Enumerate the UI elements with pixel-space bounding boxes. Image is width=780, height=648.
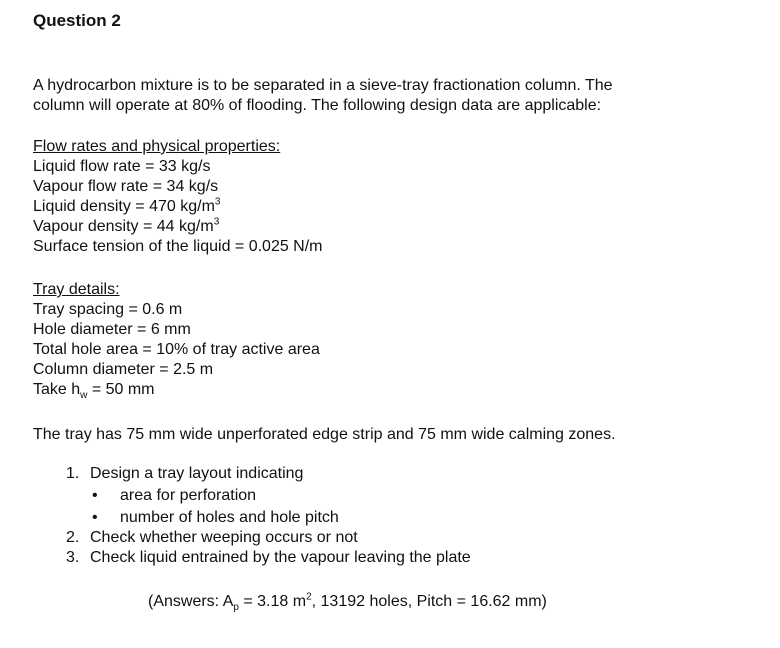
- surface-tension: Surface tension of the liquid = 0.025 N/m: [33, 238, 323, 255]
- answers-prefix: (Answers: A: [148, 593, 234, 610]
- liquid-density: [33, 197, 220, 217]
- cube-superscript: 3: [214, 196, 221, 208]
- answers-square-superscript: 2: [306, 591, 312, 603]
- bullet-item-1: [92, 486, 256, 506]
- column-diameter: Column diameter = 2.5 m: [33, 361, 214, 378]
- answers-line: [148, 592, 547, 612]
- weir-subscript: w: [80, 390, 88, 402]
- task-3-number: 3.: [66, 549, 80, 566]
- bullet-item-2-text: number of holes and hole pitch: [120, 509, 339, 526]
- weir-prefix: Take h: [33, 381, 81, 398]
- answers-ap-subscript: p: [233, 602, 239, 614]
- tray-spacing: Tray spacing = 0.6 m: [33, 301, 183, 318]
- vapour-flow-rate: Vapour flow rate = 34 kg/s: [33, 178, 219, 195]
- total-hole-area: Total hole area = 10% of tray active area: [33, 341, 320, 358]
- bullet-item-2: [92, 508, 339, 528]
- answers-mid: = 3.18 m: [238, 593, 307, 610]
- task-2-text: Check whether weeping occurs or not: [90, 529, 358, 546]
- task-1-text: Design a tray layout indicating: [90, 465, 304, 482]
- flow-section-heading: Flow rates and physical properties:: [33, 138, 281, 155]
- vapour-density-text: Vapour density = 44 kg/m: [33, 218, 214, 235]
- liquid-flow-rate: Liquid flow rate = 33 kg/s: [33, 158, 211, 175]
- question-title: Question 2: [33, 11, 121, 30]
- task-3: [66, 548, 471, 568]
- intro-line-1: A hydrocarbon mixture is to be separated in a sieve-tray fractionation column. The: [33, 77, 613, 94]
- hole-diameter: Hole diameter = 6 mm: [33, 321, 191, 338]
- task-1-number: 1.: [66, 465, 80, 482]
- bullet-icon: •: [92, 487, 98, 504]
- bullet-item-1-text: area for perforation: [120, 487, 257, 504]
- cube-superscript: 3: [213, 216, 220, 228]
- weir-height: [33, 380, 155, 400]
- task-2: [66, 528, 358, 548]
- tray-note: The tray has 75 mm wide unperforated edge strip and 75 mm wide calming zones.: [33, 426, 616, 443]
- tray-section-heading: Tray details:: [33, 281, 120, 298]
- weir-suffix: = 50 mm: [87, 381, 155, 398]
- bullet-icon: •: [92, 509, 98, 526]
- task-3-text: Check liquid entrained by the vapour leaving the plate: [90, 549, 471, 566]
- intro-line-2: column will operate at 80% of flooding. The following design data are applicable:: [33, 97, 602, 114]
- liquid-density-text: Liquid density = 470 kg/m: [33, 198, 215, 215]
- task-2-number: 2.: [66, 529, 80, 546]
- vapour-density: [33, 217, 219, 237]
- task-1: [66, 464, 303, 484]
- answers-suffix: , 13192 holes, Pitch = 16.62 mm): [311, 593, 547, 610]
